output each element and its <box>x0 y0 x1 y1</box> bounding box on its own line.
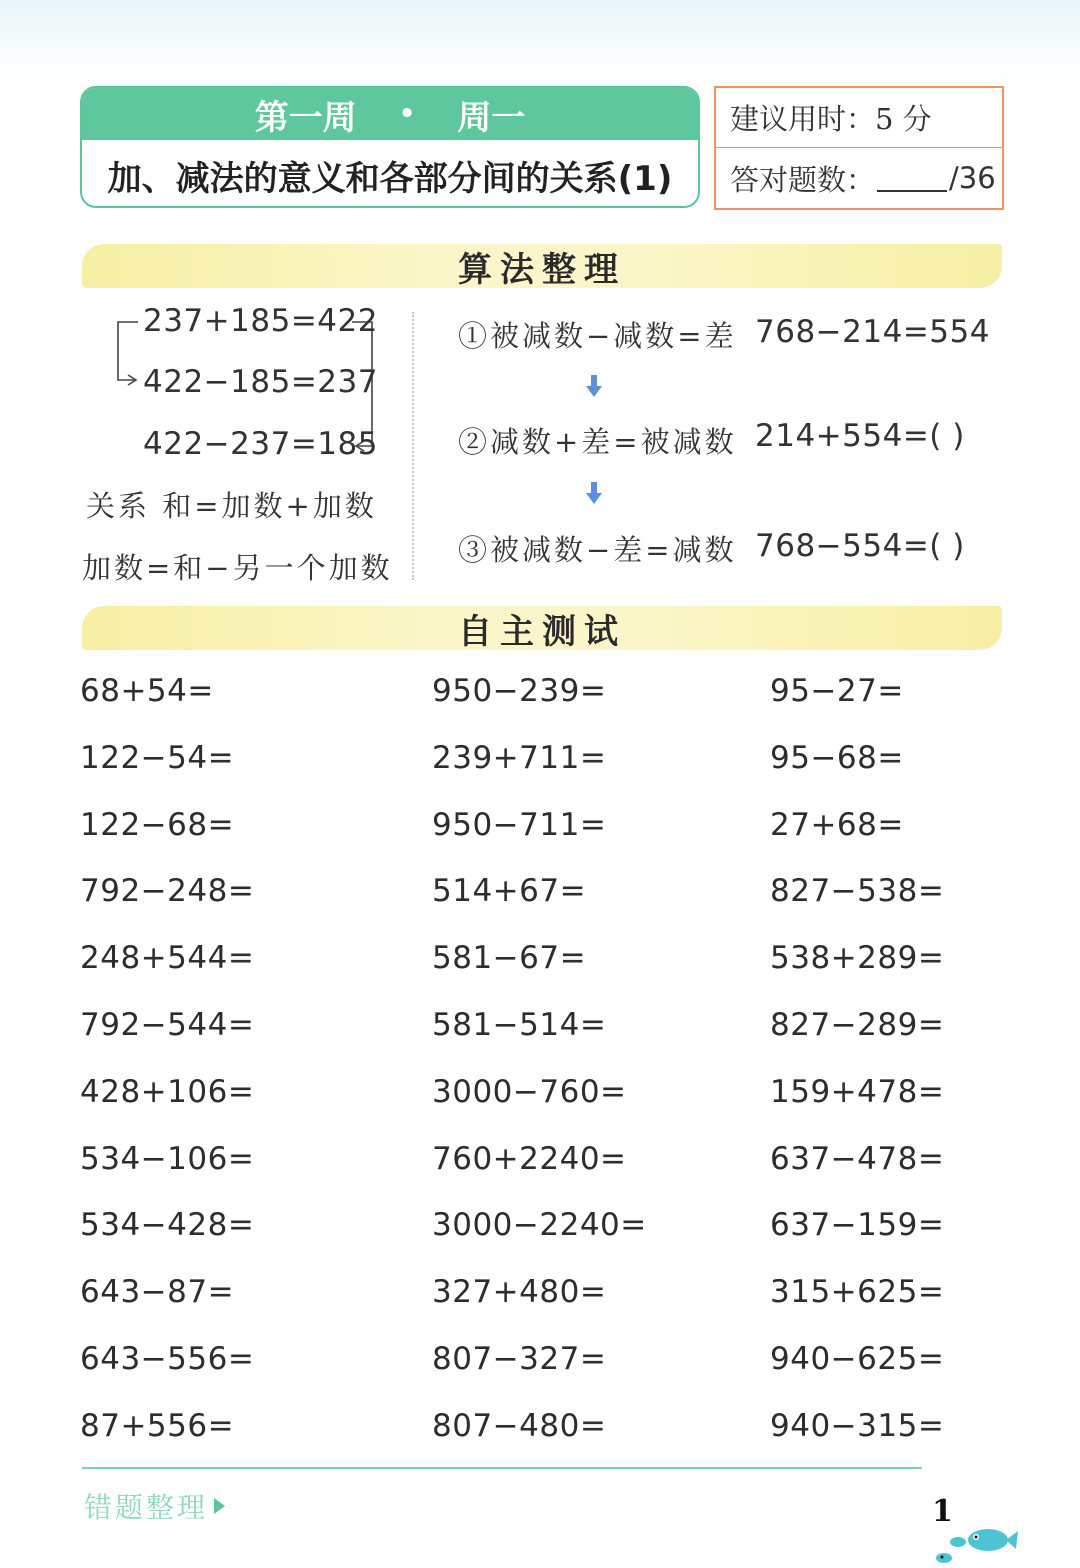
rule-example[interactable]: 214+554=( ) <box>755 418 965 454</box>
problem-item[interactable]: 637−478= <box>770 1140 945 1177</box>
score-row <box>716 148 1002 208</box>
score-total: /36 <box>949 161 996 195</box>
problem-item[interactable]: 514+67= <box>432 873 587 910</box>
rule-example: 768−214=554 <box>755 314 990 350</box>
problem-item[interactable]: 428+106= <box>80 1073 255 1110</box>
subtraction-rule: ①被减数−减数=差 <box>458 319 737 353</box>
problem-item[interactable]: 807−327= <box>432 1341 607 1377</box>
section-banner-self-test: 自主测试 <box>82 606 1002 650</box>
dot-separator: • <box>398 99 416 129</box>
problem-item[interactable]: 950−239= <box>432 673 607 709</box>
problem-item[interactable]: 807−480= <box>432 1407 607 1444</box>
down-arrow-icon <box>584 375 604 399</box>
rule-example[interactable]: 768−554=( ) <box>755 528 965 564</box>
problem-item[interactable]: 248+544= <box>80 940 255 977</box>
page-number: 1 <box>932 1494 953 1529</box>
problem-item[interactable]: 940−315= <box>770 1407 945 1444</box>
relation-rule: 加数=和−另一个加数 <box>82 551 393 585</box>
footer-divider <box>82 1467 922 1469</box>
problem-item[interactable]: 68+54= <box>80 673 214 709</box>
problem-item[interactable]: 643−87= <box>80 1274 235 1311</box>
problem-item[interactable]: 534−428= <box>80 1207 255 1244</box>
problem-item[interactable]: 87+556= <box>80 1407 235 1444</box>
problem-item[interactable]: 122−68= <box>80 806 235 843</box>
score-label: 答对题数： <box>730 162 876 197</box>
left-equation: 237+185=422 <box>143 303 378 339</box>
problem-item[interactable]: 637−159= <box>770 1207 945 1244</box>
problem-item[interactable]: 760+2240= <box>432 1140 627 1177</box>
problem-item[interactable]: 643−556= <box>80 1341 255 1377</box>
problem-item[interactable]: 327+480= <box>432 1274 607 1311</box>
problem-item[interactable]: 581−67= <box>432 940 587 977</box>
score-blank[interactable] <box>877 164 947 192</box>
wrong-questions-label <box>84 1486 225 1526</box>
problem-item[interactable]: 95−68= <box>770 739 904 776</box>
info-box <box>714 86 1004 210</box>
problem-item[interactable]: 827−289= <box>770 1007 945 1043</box>
problem-item[interactable]: 3000−2240= <box>432 1207 647 1244</box>
relation-rule: 关系 和=加数+加数 <box>86 489 377 523</box>
problem-item[interactable]: 239+711= <box>432 739 607 776</box>
problem-item[interactable]: 950−711= <box>432 806 607 843</box>
problem-item[interactable]: 792−544= <box>80 1007 255 1043</box>
problem-item[interactable]: 122−54= <box>80 739 235 776</box>
problem-item[interactable]: 792−248= <box>80 873 255 910</box>
subtraction-rule: ②减数+差=被减数 <box>458 425 737 459</box>
problem-item[interactable]: 3000−760= <box>432 1073 627 1110</box>
problem-item[interactable]: 538+289= <box>770 940 945 977</box>
section-banner-algorithm: 算法整理 <box>82 244 1002 288</box>
problem-item[interactable]: 940−625= <box>770 1341 945 1377</box>
week-label: 第一周 <box>254 97 357 138</box>
problem-item[interactable]: 95−27= <box>770 673 904 709</box>
problem-item[interactable]: 827−538= <box>770 873 945 910</box>
lesson-title: 加、减法的意义和各部分间的关系(1) <box>107 158 673 199</box>
problem-item[interactable]: 534−106= <box>80 1140 255 1177</box>
suggested-time: 建议用时：5 分 <box>716 88 1002 148</box>
subtraction-rule: ③被减数−差=减数 <box>458 533 737 567</box>
fish-icon <box>930 1524 1020 1568</box>
day-label: 周一 <box>457 97 526 138</box>
down-arrow-icon <box>584 482 604 506</box>
problem-item[interactable]: 159+478= <box>770 1073 945 1110</box>
problem-item[interactable]: 315+625= <box>770 1274 945 1311</box>
left-equation: 422−185=237 <box>143 364 378 400</box>
vertical-divider <box>412 312 414 580</box>
left-equation: 422−237=185 <box>143 426 378 462</box>
problem-item[interactable]: 27+68= <box>770 806 904 843</box>
problem-item[interactable]: 581−514= <box>432 1007 607 1043</box>
play-triangle-icon <box>214 1498 225 1514</box>
wrong-questions-text: 错题整理 <box>84 1491 209 1524</box>
